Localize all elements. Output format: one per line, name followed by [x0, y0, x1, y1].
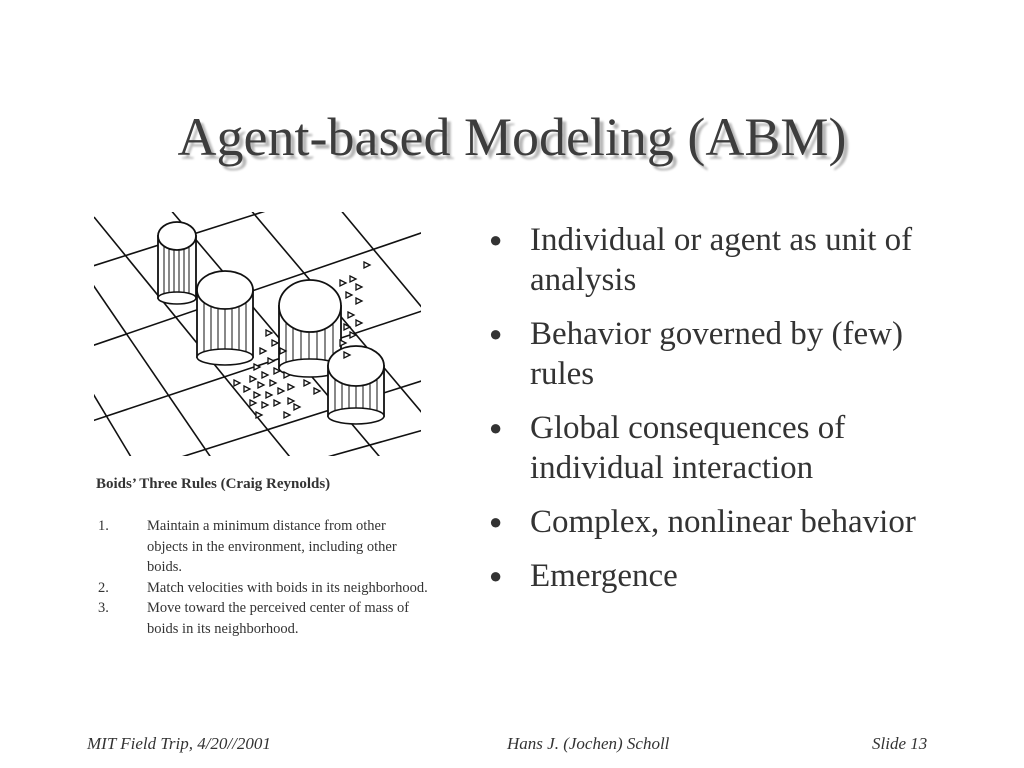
- bullet-dot-icon: ●: [489, 321, 503, 346]
- bullet-item: [486, 556, 946, 596]
- footer-slide-number: Slide 13: [872, 734, 928, 753]
- bullet-dot-icon: ●: [489, 563, 503, 588]
- slide-title: Agent-based Modeling (ABM): [177, 107, 847, 167]
- cylinder-obstacles: [158, 222, 384, 424]
- footer-author: Hans J. (Jochen) Scholl: [507, 734, 670, 753]
- rule-item: [98, 516, 428, 578]
- cylinder-4: [328, 346, 384, 424]
- bullet-text: Individual or agent as unit of analysis: [530, 222, 913, 298]
- bullet-text: Complex, nonlinear behavior: [530, 504, 916, 540]
- cylinder-1: [158, 222, 196, 304]
- rule-text: Match velocities with boids in its neighborhood.: [147, 579, 428, 596]
- boids-caption: Boids’ Three Rules (Craig Reynolds): [96, 476, 331, 492]
- bullet-item: [486, 220, 946, 300]
- bullet-dot-icon: ●: [489, 227, 503, 252]
- boids-rules-list: [98, 516, 428, 639]
- footer-event: MIT Field Trip, 4/20//2001: [87, 734, 271, 753]
- boids-figure: [94, 212, 421, 456]
- rule-number: 1.: [98, 518, 109, 534]
- bullet-dot-icon: ●: [489, 509, 503, 534]
- rule-number: 2.: [98, 579, 109, 596]
- bullet-text: Behavior governed by (few) rules: [530, 316, 903, 392]
- bullet-text: Global consequences of individual interaction: [530, 410, 846, 486]
- rule-item: [98, 578, 428, 599]
- bullet-item: [486, 314, 946, 394]
- bullet-item: [486, 408, 946, 488]
- bullet-list: [486, 220, 946, 610]
- boids-illustration: [94, 212, 421, 456]
- rule-text: Maintain a minimum distance from other objects in the environment, including other boids.: [147, 518, 397, 575]
- bullet-item: [486, 502, 946, 542]
- bullet-dot-icon: ●: [489, 415, 503, 440]
- rule-number: 3.: [98, 600, 109, 616]
- rule-text: Move toward the perceived center of mass of boids in its neighborhood.: [147, 600, 410, 637]
- bullet-text: Emergence: [530, 558, 678, 594]
- cylinder-2: [197, 271, 253, 365]
- rule-item: [98, 598, 428, 639]
